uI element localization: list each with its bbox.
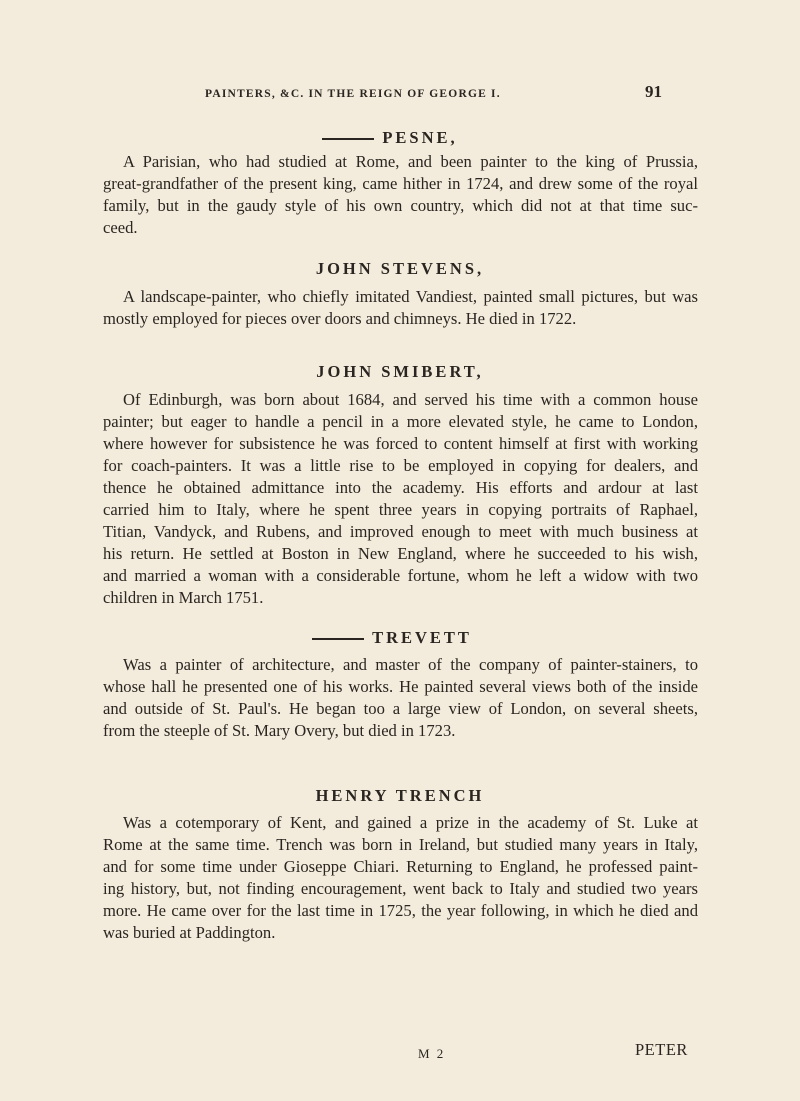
text-line: A Parisian, who had studied at Rome, and been painter to the king of Prussia, — [123, 152, 698, 171]
text-line: great-grandfather of the present king, came hither in 1724, and drew some of the royal — [103, 174, 698, 193]
text-line: family, but in the gaudy style of his own country, which did not at that time suc- — [103, 196, 698, 215]
heading-text: TREVETT — [372, 628, 472, 647]
entry-text-pesne — [103, 151, 698, 239]
entry-heading-henry-trench: HENRY TRENCH — [315, 786, 485, 805]
text-line: children in March 1751. — [103, 588, 264, 607]
text-line: and outside of St. Paul's. He began too a large view of London, on several sheets, — [103, 699, 698, 718]
text-line: thence he obtained admittance into the academy. His efforts and ardour at last — [103, 478, 698, 497]
text-line: whose hall he presented one of his works. He painted several views both of the inside — [103, 677, 698, 696]
entry-heading-john-stevens: JOHN STEVENS, — [315, 259, 485, 278]
text-line: Rome at the same time. Trench was born in Ireland, but studied many years in Italy, — [103, 835, 698, 854]
text-line: from the steeple of St. Mary Overy, but died in 1723. — [103, 721, 456, 740]
text-line: Was a cotemporary of Kent, and gained a prize in the academy of St. Luke at — [123, 813, 698, 832]
entry-heading-pesne — [0, 128, 790, 148]
text-line: his return. He settled at Boston in New England, where he succeeded to his wish, — [103, 544, 698, 563]
page-number: 91 — [645, 82, 662, 101]
entry-text-john-smibert — [103, 389, 698, 609]
heading-text: PESNE, — [382, 128, 458, 147]
text-line: A landscape-painter, who chiefly imitated Vandiest, painted small pictures, but was — [123, 287, 698, 306]
text-line: was buried at Paddington. — [103, 923, 276, 942]
entry-heading-john-smibert: JOHN SMIBERT, — [316, 362, 484, 381]
heading-dash — [322, 138, 374, 140]
text-line: and married a woman with a considerable fortune, whom he left a widow with two — [103, 566, 698, 585]
text-line: where however for subsistence he was forced to content himself at first with working — [103, 434, 698, 453]
text-line: ceed. — [103, 218, 138, 237]
text-line: ing history, but, not finding encouragement, went back to Italy and studied two years — [103, 879, 698, 898]
text-line: carried him to Italy, where he spent three years in copying portraits of Raphael, — [103, 500, 698, 519]
text-line: for coach-painters. It was a little rise to be employed in copying for dealers, and — [103, 456, 698, 475]
catchword: PETER — [635, 1040, 688, 1059]
text-line: Was a painter of architecture, and master of the company of painter-stainers, to — [123, 655, 698, 674]
heading-dash — [312, 638, 364, 640]
signature-mark: M 2 — [418, 1046, 446, 1061]
entry-text-john-stevens — [103, 286, 698, 330]
text-line: painter; but eager to handle a pencil in a more elevated style, he came to London, — [103, 412, 698, 431]
entry-text-henry-trench — [103, 812, 698, 944]
text-line: Titian, Vandyck, and Rubens, and improved enough to meet with much business at — [103, 522, 698, 541]
entry-heading-trevett — [0, 628, 792, 648]
text-line: and for some time under Gioseppe Chiari. Returning to England, he professed paint- — [103, 857, 698, 876]
entry-text-trevett — [103, 654, 698, 742]
text-line: Of Edinburgh, was born about 1684, and served his time with a common house — [123, 390, 698, 409]
text-line: more. He came over for the last time in 1725, the year following, in which he died and — [103, 901, 698, 920]
running-head: PAINTERS, &C. IN THE REIGN OF GEORGE I. — [205, 88, 501, 100]
text-line: mostly employed for pieces over doors and chimneys. He died in 1722. — [103, 309, 577, 328]
